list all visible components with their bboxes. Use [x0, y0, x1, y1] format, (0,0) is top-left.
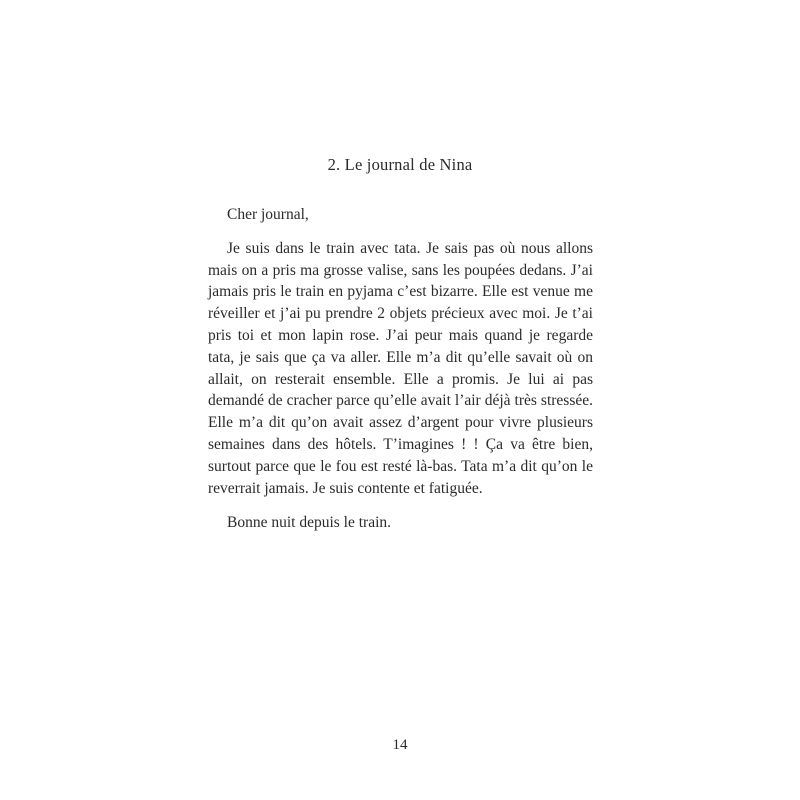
page-number: 14 — [392, 737, 408, 753]
chapter-title: 2. Le journal de Nina — [327, 155, 473, 174]
journal-entry-paragraph: Je suis dans le train avec tata. Je sais pas où nous allons mais on a pris ma grosse valise, sans les poupées dedans. J’ai jamais pris le train en pyjama c’est bizarre. Elle est venue me réveiller et j’ai pu prendre 2 objets précieux avec moi. Je t’ai pris toi et mon lapin rose. J’ai peur mais quand je regarde tata, je sais que ça va aller. Elle m’a dit qu’elle savait où on allait, on resterait ensemble. Elle a promis. Je lui ai pas demandé de cracher parce qu’elle avait l’air déjà très stressée. Elle m’a dit qu’on avait assez d’argent pour vivre plusieurs semaines dans des hôtels. T’imagines ! ! Ça va être bien, surtout parce que le fou est resté là-bas. Tata m’a dit qu’on le reverrait jamais. Je suis contente et fatiguée. — [208, 239, 593, 497]
closing-line: Bonne nuit depuis le train. — [227, 514, 392, 532]
journal-entry — [208, 204, 593, 534]
salutation-line: Cher journal, — [227, 206, 309, 223]
